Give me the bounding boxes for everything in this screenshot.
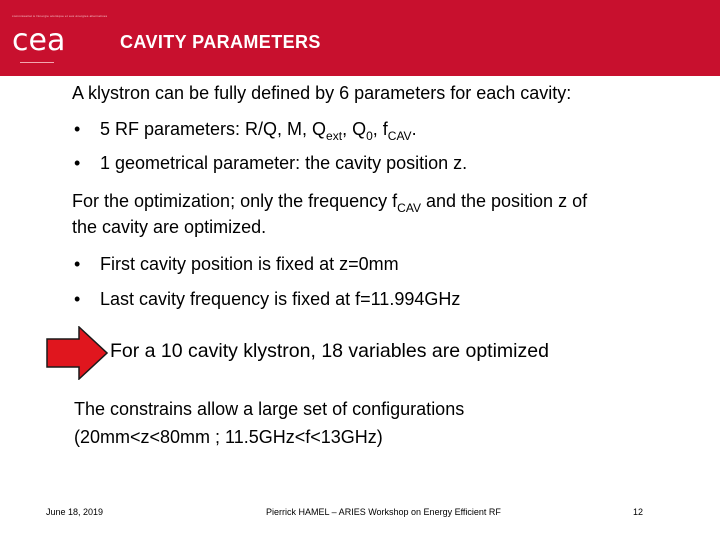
- logo-underline: [20, 62, 54, 63]
- page-title: CAVITY PARAMETERS: [120, 32, 321, 52]
- bullet-1-text: 5 RF parameters: R/Q, M, $Q_{ext}$, $Q_0$, $f_{CAV}$.: [100, 119, 417, 143]
- header-bar: [0, 0, 720, 76]
- intro-text: A klystron can be fully defined by 6 parameters for each cavity:: [72, 83, 572, 103]
- logo-mark: [10, 20, 80, 60]
- right-arrow-icon: [46, 326, 108, 380]
- bullet-4-text: Last cavity frequency is fixed at f=11.994GHz: [100, 289, 461, 309]
- optimization-line-2: the cavity are optimized.: [72, 217, 267, 237]
- cea-logo: [10, 14, 108, 60]
- constraints-line-2: (20mm<z<80mm ; 11.5GHz<f<13GHz): [74, 427, 383, 447]
- constraints-line-1: The constrains allow a large set of configurations: [74, 399, 465, 419]
- bullet-4-marker: •: [74, 289, 81, 309]
- bullet-3-text: First cavity position is fixed at z=0mm: [100, 254, 399, 274]
- footer-date: June 18, 2019: [46, 507, 104, 517]
- conclusion-text: For a 10 cavity klystron, 18 variables are optimized: [110, 340, 549, 362]
- logo-text: cea: [12, 23, 66, 58]
- logo-small-text: commissariat à l'énergie atomique et aux énergies alternatives: [12, 14, 108, 18]
- bullet-2-marker: •: [74, 153, 81, 173]
- bullet-2-text: 1 geometrical parameter: the cavity position z.: [100, 153, 468, 173]
- bullet-1-marker: •: [74, 119, 81, 139]
- bullet-3-marker: •: [74, 254, 81, 274]
- optimization-line-1: For the optimization; only the frequency $f_{CAV}$ and the position z of: [72, 191, 588, 215]
- page-number: 12: [633, 507, 644, 517]
- footer-center-text: Pierrick HAMEL – ARIES Workshop on Energy Efficient RF: [266, 507, 501, 517]
